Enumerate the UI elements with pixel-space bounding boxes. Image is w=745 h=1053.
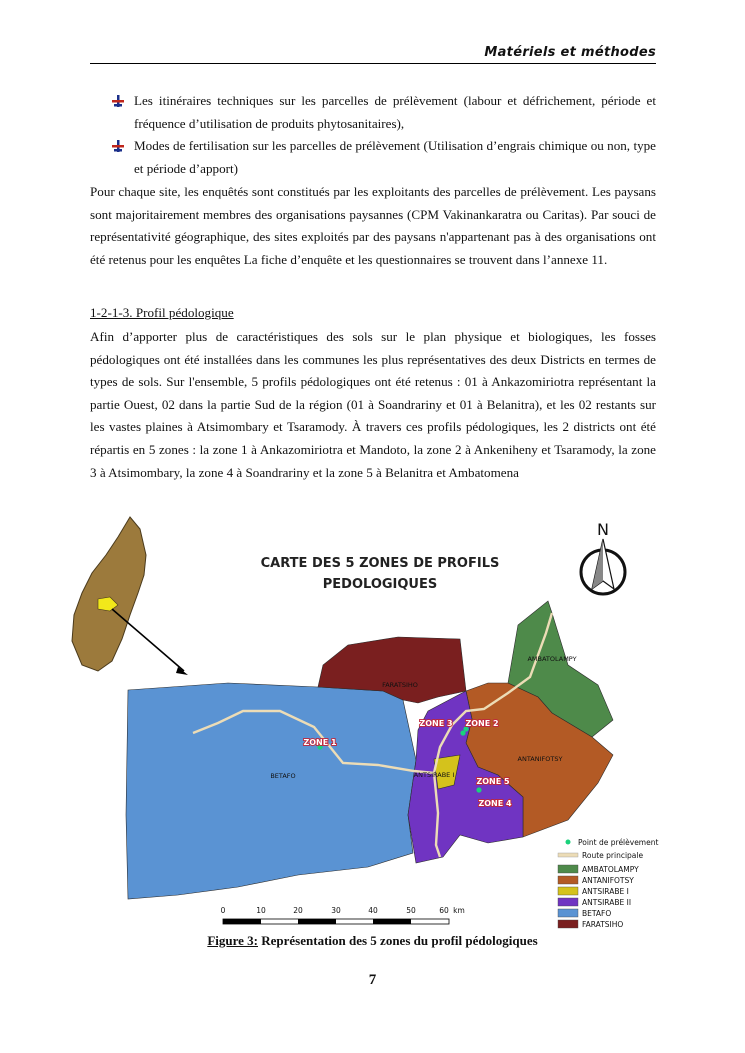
region-label: BETAFO [270, 772, 296, 780]
page-header [90, 44, 656, 64]
bullet-arrow-icon [112, 95, 124, 107]
legend-label: AMBATOLAMPY [582, 865, 639, 874]
zone-label: ZONE 1 [303, 738, 337, 747]
legend-label: ANTANIFOTSY [582, 876, 634, 885]
bullet-arrow-icon [112, 140, 124, 152]
north-label: N [597, 520, 609, 539]
zone-label: ZONE 5 [476, 777, 510, 786]
paragraph: Afin d’apporter plus de caractéristiques des sols sur le plan physique et biologiques, les fosses pédologiques ont été installées dans les communes les plus représentatives des deux Districts en termes de types de sols. Sur l'ensemble, 5 profils pédologiques ont été retenus : 01 à Ankazomiriotra représentant la partie Ouest, 02 dans la partie Sud de la région (01 à Soandrariny et 01 à Belanitra), et les 02 restants sur les vastes plaines à Atsimombary et Tsaramody. À travers ces profils pédologiques, les 2 districts ont été répartis en 5 zones : la zone 1 à Ankazomiriotra et Mandoto, la zone 2 à Ankeniheny et Tsaramody, la zone 3 à Atsimombary, la zone 4 à Soandrariny et la zone 5 à Belanitra et Ambatomena [90, 329, 656, 480]
region-label: FARATSIHO [382, 681, 418, 689]
region-betafo [126, 683, 416, 899]
legend-label: BETAFO [582, 909, 612, 918]
bullet-text: Modes de fertilisation sur les parcelles de prélèvement (Utilisation d’engrais chimique ou non, type et période d’apport) [134, 138, 656, 176]
page-number: 7 [368, 972, 377, 988]
region-label: ANTANIFOTSY [517, 755, 563, 763]
zone-label: ZONE 4 [478, 799, 512, 808]
bullet-text: Les itinéraires techniques sur les parcelles de prélèvement (labour et défrichement, période et fréquence d’utilisation de produits phytosanitaires), [134, 93, 656, 131]
region-label: AMBATOLAMPY [527, 655, 577, 663]
figure-caption [0, 933, 745, 949]
paragraph: Pour chaque site, les enquêtés sont constitués par les exploitants des parcelles de prélèvement. Les paysans sont majoritairement membres des organisations paysannes (CPM Vakinankaratra ou Caritas). Par souci de représentativité géographique, des sites exploités par des paysans n'appartenant pas à des organisations ont été retenus pour les enquêtes La fiche d’enquête et les questionnaires se trouvent dans l’annexe 11. [90, 184, 656, 267]
header-title: Matériels et méthodes [484, 45, 656, 60]
scale-tick: 50 [406, 906, 416, 915]
legend-swatch [558, 898, 578, 906]
map-title: CARTE DES 5 ZONES DE PROFILS [260, 556, 500, 571]
scale-tick: 30 [331, 906, 341, 915]
scale-tick: 10 [256, 906, 266, 915]
zones-map [68, 515, 665, 933]
list-item [90, 90, 656, 135]
legend-swatch [558, 887, 578, 895]
legend-label: ANTSIRABE II [582, 898, 632, 907]
bullet-list [90, 90, 656, 180]
caption-text: Représentation des 5 zones du profil pédologiques [258, 933, 538, 948]
scale-tick: 60 [439, 906, 449, 915]
zone-label: ZONE 2 [465, 719, 499, 728]
zone-label: ZONE 3 [419, 719, 453, 728]
legend-route: Route principale [582, 851, 644, 860]
scale-unit: km [453, 906, 465, 915]
scale-tick: 40 [368, 906, 378, 915]
madagascar-inset [72, 517, 188, 675]
map-legend [558, 838, 658, 929]
legend-swatch [558, 909, 578, 917]
scale-bar [221, 906, 465, 924]
section-heading: 1-2-1-3. Profil pédologique [90, 305, 234, 320]
legend-label: FARATSIHO [582, 920, 624, 929]
legend-label: ANTSIRABE I [582, 887, 629, 896]
scale-tick: 0 [220, 906, 226, 915]
legend-swatch [558, 876, 578, 884]
caption-label: Figure 3: [207, 933, 258, 948]
scale-tick: 20 [293, 906, 303, 915]
legend-point: Point de prélèvement [578, 838, 659, 847]
legend-swatch [558, 920, 578, 928]
legend-swatch [558, 865, 578, 873]
region-label: ANTSIRABE I [413, 771, 455, 779]
north-arrow-icon [581, 520, 625, 594]
list-item [90, 135, 656, 180]
map-title: PEDOLOGIQUES [322, 577, 438, 592]
